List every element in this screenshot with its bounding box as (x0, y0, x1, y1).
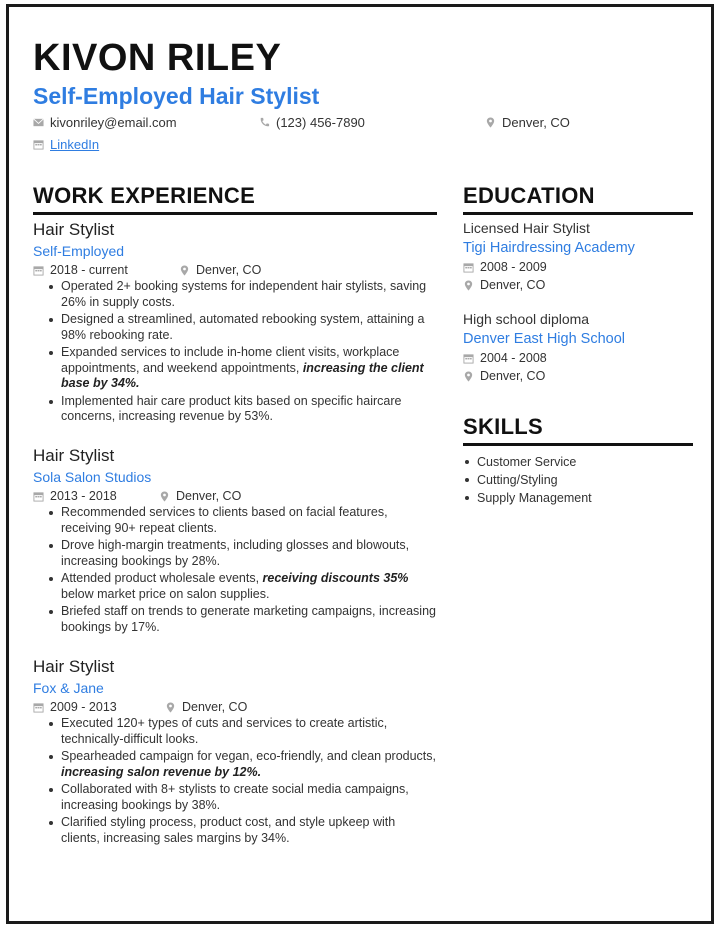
job-bullets (33, 716, 437, 846)
calendar-icon (33, 702, 44, 713)
candidate-title: Self-Employed Hair Stylist (33, 83, 320, 109)
job-entry-2 (33, 446, 437, 637)
email-text: kivonriley@email.com (50, 115, 177, 130)
bullet-item: Collaborated with 8+ stylists to create social media campaigns, increasing bookings by 38%. (33, 782, 437, 813)
resume-page (6, 4, 714, 924)
education-location: Denver, CO (480, 278, 546, 292)
bullet-item: Implemented hair care product kits based on specific haircare concerns, increasing revenue by 53%. (33, 394, 437, 425)
job-meta (33, 700, 437, 714)
school-name: Tigi Hairdressing Academy (463, 240, 635, 256)
education-entry-1 (463, 220, 693, 292)
phone-text: (123) 456-7890 (276, 115, 365, 130)
job-title: Hair Stylist (33, 446, 115, 465)
map-pin-icon (165, 702, 176, 713)
education-heading: EDUCATION (463, 183, 693, 215)
job-bullets (33, 505, 437, 635)
bullet-item: Designed a streamlined, automated rebooking system, attaining a 98% rebooking rate. (33, 312, 437, 343)
job-company: Self-Employed (33, 243, 125, 259)
envelope-icon (33, 117, 44, 128)
calendar-icon (33, 491, 44, 502)
job-location: Denver, CO (196, 263, 262, 277)
job-location: Denver, CO (182, 700, 248, 714)
location-text: Denver, CO (502, 115, 570, 130)
job-title: Hair Stylist (33, 657, 115, 676)
bullet-item: Operated 2+ booking systems for independent hair stylists, saving 26% in supply costs. (33, 279, 437, 310)
job-company: Fox & Jane (33, 680, 104, 696)
job-entry-1 (33, 220, 437, 427)
skills-list (463, 453, 592, 507)
contact-location (485, 115, 570, 130)
job-dates: 2013 - 2018 (50, 489, 117, 503)
linkedin-link[interactable]: LinkedIn (50, 137, 100, 152)
job-dates: 2009 - 2013 (50, 700, 117, 714)
education-dates: 2008 - 2009 (480, 260, 547, 274)
bullet-item: Briefed staff on trends to generate marketing campaigns, increasing bookings by 17%. (33, 604, 437, 635)
contact-linkedin (33, 137, 99, 152)
calendar-icon (463, 353, 474, 364)
map-pin-icon (179, 265, 190, 276)
calendar-icon (463, 262, 474, 273)
calendar-icon (33, 139, 44, 150)
job-location: Denver, CO (176, 489, 242, 503)
contact-phone (259, 115, 365, 130)
skill-item: Customer Service (463, 453, 592, 471)
bullet-item: Clarified styling process, product cost, and style upkeep with clients, increasing sales margins by 34%. (33, 815, 437, 846)
bullet-item: Spearheaded campaign for vegan, eco-friendly, and clean products, increasing salon revenue by 12%. (33, 749, 437, 780)
phone-icon (259, 117, 270, 128)
job-dates: 2018 - current (50, 263, 128, 277)
job-title: Hair Stylist (33, 220, 115, 239)
bullet-item: Attended product wholesale events, receiving discounts 35% below market price on salon supplies. (33, 571, 437, 602)
work-experience-heading: WORK EXPERIENCE (33, 183, 437, 215)
bullet-item: Drove high-margin treatments, including glosses and blowouts, increasing bookings by 28%. (33, 538, 437, 569)
job-company: Sola Salon Studios (33, 469, 152, 485)
bullet-item: Expanded services to include in-home client visits, workplace appointments, and weekend appointments, increasing the client base by 34%. (33, 345, 437, 392)
job-bullets (33, 279, 437, 425)
school-name: Denver East High School (463, 331, 625, 347)
map-pin-icon (485, 117, 496, 128)
education-location: Denver, CO (480, 369, 546, 383)
bullet-item: Recommended services to clients based on facial features, receiving 90+ repeat clients. (33, 505, 437, 536)
job-meta (33, 263, 437, 277)
education-entry-2 (463, 311, 693, 383)
candidate-name: KIVON RILEY (33, 37, 282, 79)
job-entry-3 (33, 657, 437, 848)
skill-item: Supply Management (463, 489, 592, 507)
degree: Licensed Hair Stylist (463, 220, 590, 236)
contact-email (33, 115, 177, 130)
map-pin-icon (463, 371, 474, 382)
job-meta (33, 489, 437, 503)
skills-heading: SKILLS (463, 414, 693, 446)
skill-item: Cutting/Styling (463, 471, 592, 489)
calendar-icon (33, 265, 44, 276)
map-pin-icon (159, 491, 170, 502)
degree: High school diploma (463, 311, 590, 327)
bullet-item: Executed 120+ types of cuts and services to create artistic, technically-difficult looks. (33, 716, 437, 747)
map-pin-icon (463, 280, 474, 291)
education-dates: 2004 - 2008 (480, 351, 547, 365)
